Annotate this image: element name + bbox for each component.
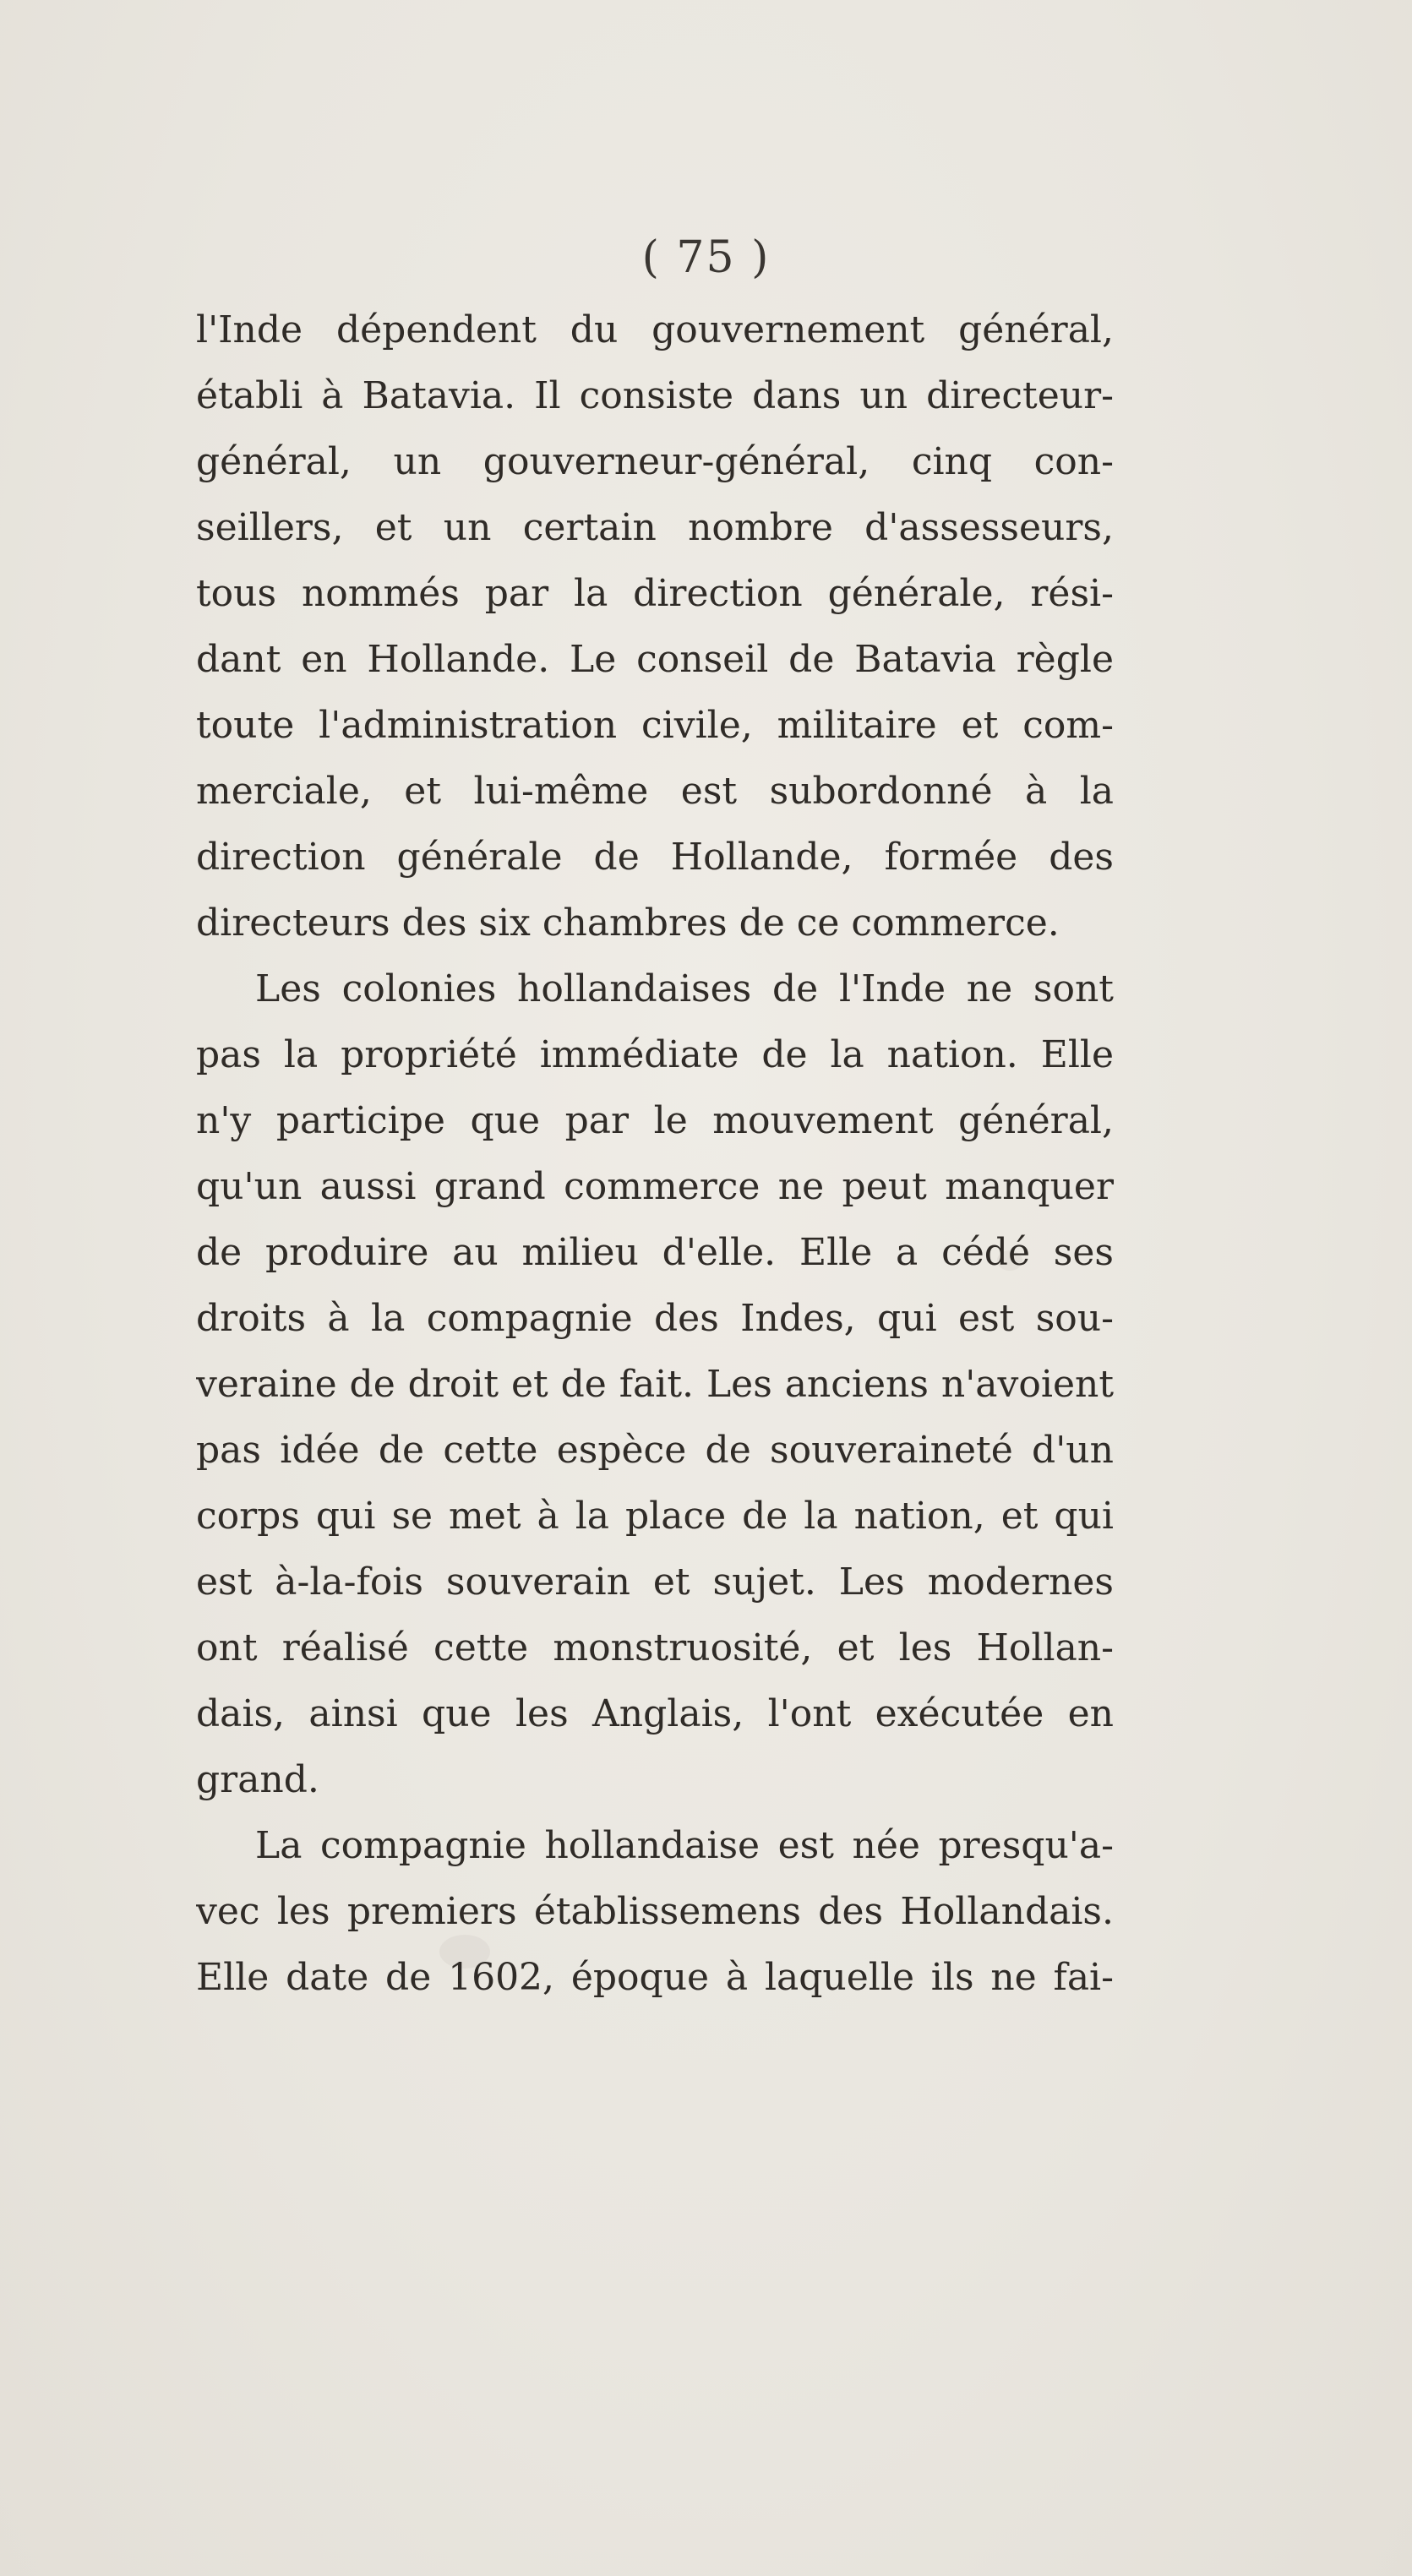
paragraph: [196, 956, 1114, 1813]
text-line: La compagnie hollandaise est née presqu'a-: [255, 1824, 1114, 1867]
page-number: ( 75 ): [641, 232, 771, 283]
text-line: dant en Hollande. Le conseil de Batavia règle: [196, 638, 1114, 681]
text-line: dais, ainsi que les Anglais, l'ont exécutée en: [196, 1692, 1114, 1735]
body-text: [196, 297, 1114, 2011]
text-line: Les colonies hollandaises de l'Inde ne sont: [255, 967, 1114, 1010]
text-line: directeurs des six chambres de ce commerce.: [196, 901, 1060, 945]
text-line: tous nommés par la direction générale, rési-: [196, 572, 1114, 615]
text-line: corps qui se met à la place de la nation, et qui: [196, 1495, 1114, 1538]
paragraph: [196, 297, 1114, 956]
text-line: est à-la-fois souverain et sujet. Les modernes: [196, 1560, 1114, 1604]
text-line: Elle date de 1602, époque à laquelle ils ne fai-: [196, 1956, 1114, 1999]
text-line: merciale, et lui-même est subordonné à la: [196, 770, 1114, 813]
text-line: toute l'administration civile, militaire et com-: [196, 704, 1114, 747]
text-line: grand.: [196, 1758, 319, 1801]
text-line: veraine de droit et de fait. Les anciens n'avoient: [196, 1363, 1114, 1406]
text-line: n'y participe que par le mouvement général,: [196, 1099, 1114, 1142]
text-line: ont réalisé cette monstruosité, et les Hollan-: [196, 1626, 1114, 1669]
text-line: établi à Batavia. Il consiste dans un directeur-: [196, 374, 1114, 417]
text-line: l'Inde dépendent du gouvernement général,: [196, 308, 1114, 351]
text-line: seillers, et un certain nombre d'assesseurs,: [196, 506, 1114, 549]
text-line: qu'un aussi grand commerce ne peut manquer: [196, 1165, 1114, 1208]
text-line: direction générale de Hollande, formée des: [196, 836, 1114, 879]
text-line: de produire au milieu d'elle. Elle a cédé ses: [196, 1231, 1114, 1274]
paragraph: [196, 1813, 1114, 2011]
text-line: général, un gouverneur-général, cinq con-: [196, 440, 1114, 483]
text-line: pas idée de cette espèce de souveraineté d'un: [196, 1429, 1114, 1472]
text-line: pas la propriété immédiate de la nation. Elle: [196, 1033, 1114, 1076]
text-line: droits à la compagnie des Indes, qui est sou-: [196, 1297, 1114, 1340]
text-line: vec les premiers établissemens des Hollandais.: [196, 1890, 1114, 1933]
